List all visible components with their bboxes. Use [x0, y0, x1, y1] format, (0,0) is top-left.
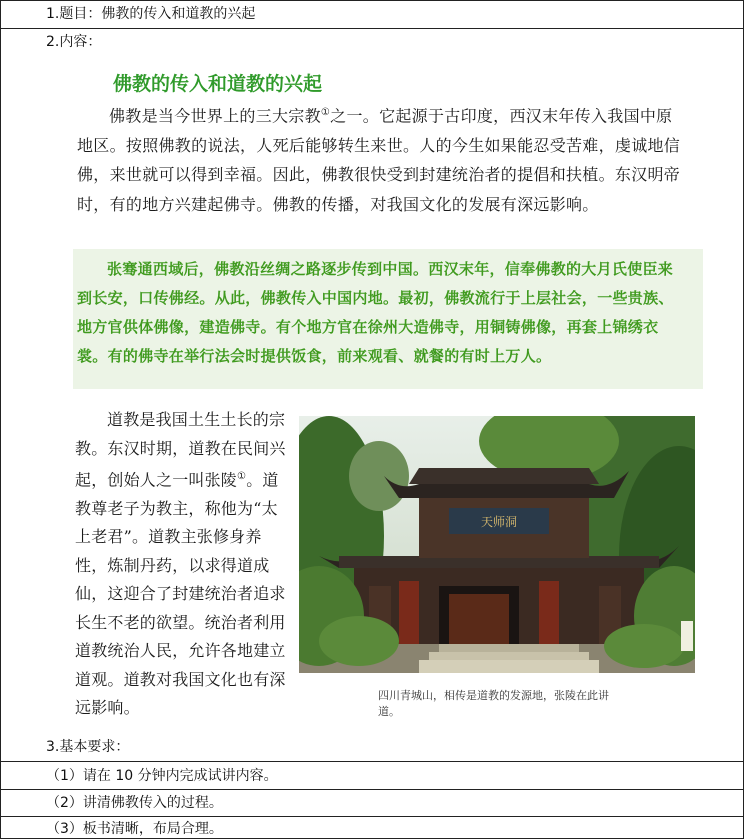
buddhism-paragraph-text-b: 之一。它起源于古印度，西汉末年传入我国中原地区。按照佛教的说法，人死后能够转生来世。人的今生如果能忍受苦难，虔诚地信佛，来世就可以得到幸福。因此，佛教很快受到封建统治者的提倡和扶植。东汉明帝时，有的地方兴建起佛寺。佛教的传播，对我国文化的发展有深远影响。: [77, 106, 681, 214]
taoism-paragraph-text-a: 道教是我国土生土长的宗教。东汉时期，道教在民间兴起，创始人之一叫张陵: [75, 410, 286, 490]
footnote-mark: ①: [237, 471, 247, 482]
requirement-item: （2）讲清佛教传入的过程。: [46, 795, 223, 811]
taoism-paragraph-text-b: 。道教尊老子为教主，称他为“太上老君”。道教主张修身养性，炼制丹药，以求得道成仙，这迎合了封建统治者追求长生不老的欲望。统治者利用道教统治人民，允许各地建立道观。道教对我国文化也有深远影响。: [75, 470, 286, 718]
photo-caption: 四川青城山，相传是道教的发源地，张陵在此讲道。: [378, 689, 609, 718]
divider: [1, 789, 743, 790]
textbook-page: [73, 56, 703, 734]
topic-line: 1.题目：佛教的传入和道教的兴起: [46, 6, 256, 22]
buddhism-paragraph: [77, 98, 685, 219]
requirement-item: （3）板书清晰，布局合理。: [46, 821, 223, 837]
content-label: 2.内容：: [46, 34, 102, 50]
divider: [1, 28, 743, 29]
footnote-mark: ①: [320, 107, 331, 118]
temple-photo: [299, 416, 695, 673]
lesson-title: 佛教的传入和道教的兴起: [113, 73, 323, 95]
requirement-item: （1）请在 10 分钟内完成试讲内容。: [46, 768, 278, 784]
supplement-paragraph: 张骞通西域后，佛教沿丝绸之路逐步传到中国。西汉末年，信奉佛教的大月氏使臣来到长安，口传佛经。从此，佛教传入中国内地。最初，佛教流行于上层社会，一些贵族、地方官供体佛像，建造佛寺。有个地方官在徐州大造佛寺，用铜铸佛像，再套上锦绣衣裳。有的佛寺在举行法会时提供饭食，前来观看、就餐的有时上万人。: [77, 260, 674, 365]
buddhism-paragraph-text-a: 佛教是当今世界上的三大宗教: [109, 106, 321, 126]
taoism-paragraph: [75, 406, 287, 723]
temple-plaque: 天师洞: [480, 515, 518, 529]
divider: [1, 816, 743, 817]
requirements-label: 3.基本要求：: [46, 739, 130, 755]
divider: [1, 761, 743, 762]
